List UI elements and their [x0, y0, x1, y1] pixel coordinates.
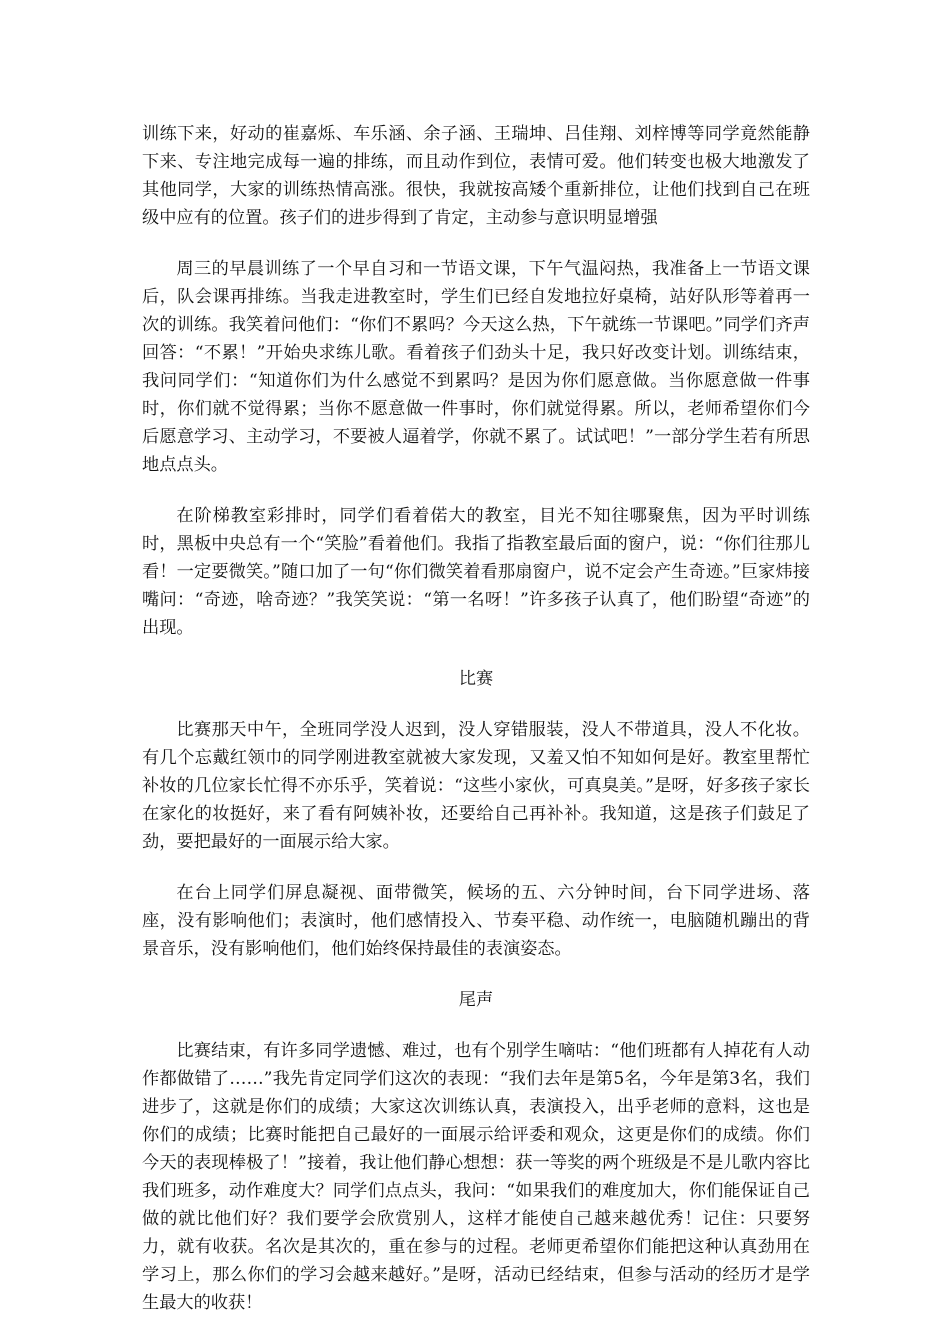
document-page — [142, 120, 810, 1340]
section-heading-competition: 比赛 — [458, 669, 494, 689]
section-heading-epilogue: 尾声 — [458, 990, 494, 1010]
paragraph-epilogue: 比赛结束，有许多同学遗憾、难过，也有个别学生嘀咕：“他们班都有人掉花有人动作都做错了……”我先肯定同学们这次的表现：“我们去年是第5名，今年是第3名，我们进步了，这就是你们的成绩；大家这次训练认真，表演投入，出乎老师的意料，这也是你们的成绩；比赛时能把自己最好的一面展示给评委和观众，这更是你们的成绩。你们今天的表现棒极了！”接着，我让他们静心想想：获一等奖的两个班级是不是儿歌内容比我们班多，动作难度大？同学们点点头，我问：“如果我们的难度加大，你们能保证自己做的就比他们好？我们要学会欣赏别人，这样才能使自己越来越优秀！记住：只要努力，就有收获。名次是其次的，重在参与的过程。老师更希望你们能把这种认真劲用在学习上，那么你们的学习会越来越好。”是呀，活动已经结束，但参与活动的经历才是学生最大的收获！ — [142, 1041, 810, 1313]
paragraph-rehearsal: 在阶梯教室彩排时，同学们看着偌大的教室，目光不知往哪聚焦，因为平时训练时，黑板中央总有一个“笑脸”看着他们。我指了指教室最后面的窗户，说：“你们往那儿看！一定要微笑。”随口加了一句“你们微笑着看那扇窗户，说不定会产生奇迹。”巨家炜接嘴问：“奇迹，啥奇迹？”我笑笑说：“第一名呀！”许多孩子认真了，他们盼望“奇迹”的出现。 — [142, 506, 810, 638]
paragraph-training-progress: 训练下来，好动的崔嘉烁、车乐涵、余子涵、王瑞坤、吕佳翔、刘梓博等同学竟然能静下来、专注地完成每一遍的排练，而且动作到位，表情可爱。他们转变也极大地激发了其他同学，大家的训练热情高涨。很快，我就按高矮个重新排位，让他们找到自己在班级中应有的位置。孩子们的进步得到了肯定，主动参与意识明显增强 — [142, 124, 810, 228]
paragraph-competition-day: 比赛那天中午，全班同学没人迟到，没人穿错服装，没人不带道具，没人不化妆。有几个忘戴红领巾的同学刚进教室就被大家发现，又羞又怕不知如何是好。教室里帮忙补妆的几位家长忙得不亦乐乎，笑着说：“这些小家伙，可真臭美。”是呀，好多孩子家长在家化的妆挺好，来了看有阿姨补妆，还要给自己再补补。我知道，这是孩子们鼓足了劲，要把最好的一面展示给大家。 — [142, 720, 810, 852]
paragraph-wednesday-practice: 周三的早晨训练了一个早自习和一节语文课，下午气温闷热，我准备上一节语文课后，队会课再排练。当我走进教室时，学生们已经自发地拉好桌椅，站好队形等着再一次的训练。我笑着问他们：“你们不累吗？今天这么热，下午就练一节课吧。”同学们齐声回答：“不累！”开始央求练儿歌。看着孩子们劲头十足，我只好改变计划。训练结束，我问同学们：“知道你们为什么感觉不到累吗？是因为你们愿意做。当你愿意做一件事时，你们就不觉得累；当你不愿意做一件事时，你们就觉得累。所以，老师希望你们今后愿意学习、主动学习，不要被人逼着学，你就不累了。试试吧！”一部分学生若有所思地点点头。 — [142, 259, 810, 475]
paragraph-on-stage: 在台上同学们屏息凝视、面带微笑，候场的五、六分钟时间，台下同学进场、落座，没有影响他们；表演时，他们感情投入、节奏平稳、动作统一，电脑随机蹦出的背景音乐，没有影响他们，他们始终保持最佳的表演姿态。 — [142, 883, 810, 959]
